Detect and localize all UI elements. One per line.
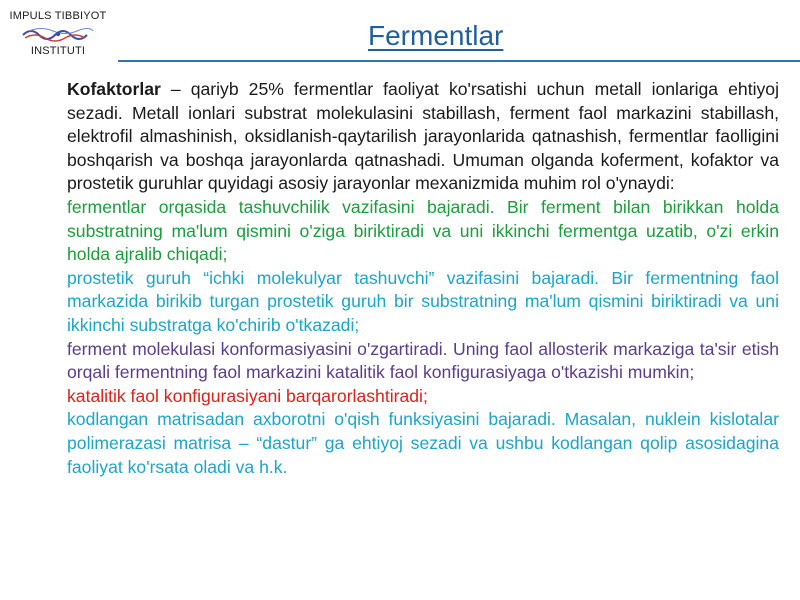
intro-term: Kofaktorlar [67, 79, 161, 99]
logo-top-text: IMPULS TIBBIYOT [9, 10, 107, 22]
logo-bottom-text: INSTITUTI [30, 45, 86, 57]
list-item [67, 408, 779, 479]
institute-logo [8, 10, 108, 58]
list-item [67, 196, 779, 267]
list-item-text: katalitik faol konfigurasiyani barqarorlashtiradi; [67, 385, 428, 406]
intro-paragraph [67, 78, 779, 196]
list-item-text: prostetik guruh “ichki molekulyar tashuvchi” vazifasini bajaradi. Bir fermentning faol markazida birikib turgan prostetik guruh bir substratning ma'lum qismini biriktiradi va uni ikkinchi substratga ko'chirib o'tkazadi; [67, 267, 779, 335]
slide-title: Fermentlar [368, 20, 504, 51]
list-item [67, 338, 779, 385]
list-item-text: kodlangan matrisadan axborotni o'qish funksiyasini bajaradi. Masalan, nuklein kislotalar polimerazasi matrisa – “dastur” ga ehtiyoj sezadi va ushbu kodlangan qolip asosidagina faoliyat ko'rsata oladi va h.k. [67, 409, 779, 477]
logo-emblem-icon [21, 25, 95, 43]
list-item-text: ferment molekulasi konformasiyasini o'zgartiradi. Uning faol allosterik markaziga ta'sir etish orqali fermentning faol markazini katalitik faol konfigurasiyaga o'tkazishi mumkin; [67, 338, 779, 383]
list-item [67, 267, 779, 338]
intro-text: – qariyb 25% fermentlar faoliyat ko'rsatishi uchun metall ionlariga ehtiyoj sezadi. Metall ionlari substrat molekulasini stabillash, ferment faol markazini stabillash, elektrofil almashinish, oksidlanish-qaytarilish jarayonlarida qatnashish, fermentlar faolligini boshqarish va boshqa jarayonlarda qatnashadi. Umuman olganda koferment, kofaktor va prostetik guruhlar quyidagi asosiy jarayonlar mexanizmida muhim rol o'ynaydi: [67, 79, 779, 194]
list-item [67, 385, 779, 409]
list-item-text: fermentlar orqasida tashuvchilik vazifasini bajaradi. Bir ferment bilan birikkan holda substratning ma'lum qismini o'ziga biriktiradi va uni ikkinchi fermentga uzatib, o'zi erkin holda ajralib chiqadi; [67, 196, 779, 265]
title-divider [118, 60, 800, 62]
slide-body [67, 78, 779, 479]
